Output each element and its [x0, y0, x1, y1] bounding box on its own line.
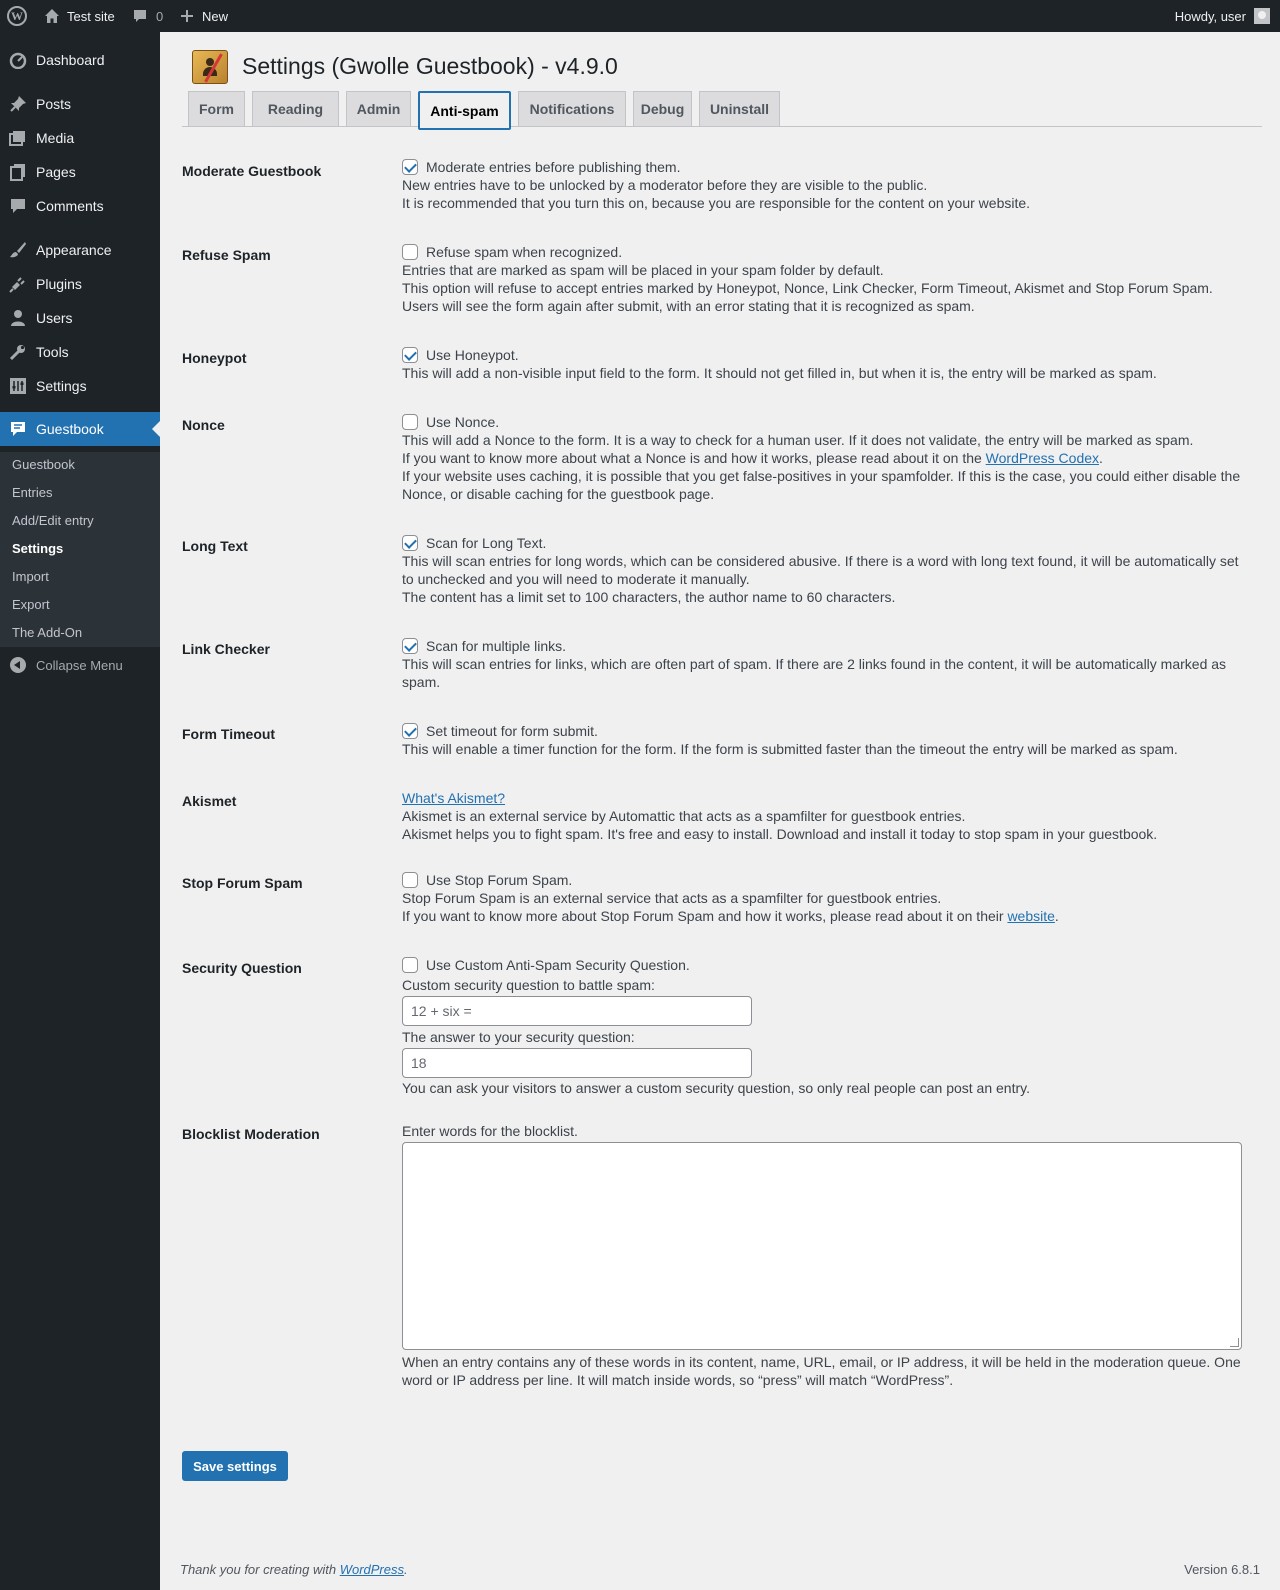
description: If your website uses caching, it is possible that you get false-positives in your spamfolder. If this is the case, you could either disable the Nonce, or disable caching for the guestbook page.	[402, 468, 1241, 502]
security-question-checkbox-line[interactable]	[402, 956, 1250, 974]
menu-users-label: Users	[36, 310, 73, 326]
menu-plugins-label: Plugins	[36, 276, 82, 292]
new-label: New	[202, 8, 229, 24]
comments-link[interactable]	[132, 0, 163, 32]
guestbook-submenu	[0, 452, 160, 647]
wordpress-codex-link[interactable]: WordPress Codex	[985, 450, 1100, 466]
main-content	[160, 32, 1280, 1590]
description: New entries have to be unlocked by a moderator before they are visible to the public.	[402, 177, 928, 193]
menu-media[interactable]	[0, 121, 160, 155]
my-account[interactable]	[1175, 0, 1270, 32]
setting-label: Honeypot	[182, 350, 247, 366]
description: Users will see the form again after submit, with an error stating that it is recognized as spam.	[402, 298, 975, 314]
menu-pages[interactable]	[0, 155, 160, 189]
description: When an entry contains any of these words in its content, name, URL, email, or IP address, it will be held in the moderation queue. One word or IP address per line. It will match inside words, so “press” will match “WordPress”.	[402, 1354, 1241, 1388]
menu-guestbook[interactable]	[0, 412, 160, 446]
setting-label: Akismet	[182, 793, 237, 809]
setting-label: Nonce	[182, 417, 225, 433]
option-label: Use Stop Forum Spam.	[426, 872, 573, 888]
tab-admin[interactable]: Admin	[346, 91, 411, 127]
setting-label: Refuse Spam	[182, 247, 271, 263]
menu-posts-label: Posts	[36, 96, 72, 112]
setting-label: Long Text	[182, 538, 248, 554]
honeypot-checkbox[interactable]	[402, 347, 418, 363]
description: This will scan entries for links, which are often part of spam. If there are 2 links found in the content, it will be automatically marked as spam.	[402, 656, 1227, 690]
page-title: Settings (Gwolle Guestbook) - v4.9.0	[242, 52, 618, 79]
menu-appearance-label: Appearance	[36, 242, 112, 258]
tab-uninstall[interactable]: Uninstall	[699, 91, 780, 127]
honeypot-checkbox-line[interactable]	[402, 346, 1250, 364]
link-checker-checkbox-line[interactable]	[402, 637, 1250, 655]
setting-label: Security Question	[182, 960, 302, 976]
tab-debug[interactable]: Debug	[633, 91, 692, 127]
security-question-checkbox[interactable]	[402, 957, 418, 973]
submenu-the-add-on[interactable]: The Add-On	[12, 625, 83, 640]
submenu-guestbook[interactable]: Guestbook	[12, 457, 75, 472]
admin-menu	[0, 32, 160, 1590]
option-label: Refuse spam when recognized.	[426, 244, 623, 260]
refuse-spam-checkbox[interactable]	[402, 244, 418, 260]
description: If you want to know more about Stop Forum Spam and how it works, please read about it on their website.	[402, 908, 1059, 924]
description: If you want to know more about what a Nonce is and how it works, please read about it on the WordPress Codex.	[402, 450, 1103, 466]
form-timeout-checkbox[interactable]	[402, 723, 418, 739]
setting-label: Link Checker	[182, 641, 270, 657]
menu-settings-label: Settings	[36, 378, 87, 394]
menu-plugins[interactable]	[0, 267, 160, 301]
guestbook-book-icon	[190, 46, 234, 86]
description: The content has a limit set to 100 characters, the author name to 60 characters.	[402, 589, 896, 605]
menu-pages-label: Pages	[36, 164, 76, 180]
submenu-export[interactable]: Export	[12, 597, 50, 612]
submenu-add-edit-entry[interactable]: Add/Edit entry	[12, 513, 94, 528]
user-icon	[0, 309, 36, 327]
answer-field-label: The answer to your security question:	[402, 1029, 635, 1045]
settings-tabs	[182, 91, 1262, 127]
option-label: Moderate entries before publishing them.	[426, 159, 681, 175]
settings-sliders-icon	[0, 377, 36, 395]
link-checker-checkbox[interactable]	[402, 638, 418, 654]
pages-icon	[0, 163, 36, 181]
menu-posts[interactable]	[0, 87, 160, 121]
description: This option will refuse to accept entries marked by Honeypot, Nonce, Link Checker, Form Timeout, Akismet and Stop Forum Spam.	[402, 280, 1213, 296]
refuse-spam-checkbox-line[interactable]	[402, 243, 1250, 261]
setting-label: Moderate Guestbook	[182, 163, 322, 179]
option-label: Scan for multiple links.	[426, 638, 567, 654]
security-answer-input[interactable]: 18	[402, 1048, 752, 1078]
option-label: Use Honeypot.	[426, 347, 519, 363]
avatar	[1254, 8, 1270, 24]
collapse-menu-label: Collapse Menu	[36, 657, 123, 673]
admin-bar	[0, 0, 1280, 32]
long-text-checkbox[interactable]	[402, 535, 418, 551]
description: This will add a Nonce to the form. It is a way to check for a human user. If it does not validate, the entry will be marked as spam.	[402, 432, 1194, 448]
home-icon	[44, 8, 60, 24]
collapse-arrow-icon	[10, 657, 26, 673]
menu-tools-label: Tools	[36, 344, 69, 360]
menu-settings[interactable]	[0, 369, 160, 403]
submenu-entries[interactable]: Entries	[12, 485, 53, 500]
paintbrush-icon	[0, 241, 36, 259]
setting-label: Stop Forum Spam	[182, 875, 303, 891]
new-content-link[interactable]	[180, 0, 228, 32]
security-question-input[interactable]: 12 + six =	[402, 996, 752, 1026]
menu-guestbook-label: Guestbook	[36, 421, 104, 437]
option-label: Scan for Long Text.	[426, 535, 547, 551]
description: This will add a non-visible input field to the form. It should not get filled in, but when it is, the entry will be marked as spam.	[402, 365, 1157, 381]
save-settings-button[interactable]: Save settings	[182, 1451, 288, 1481]
option-label: Use Nonce.	[426, 414, 500, 430]
description: You can ask your visitors to answer a custom security question, so only real people can post an entry.	[402, 1080, 1030, 1096]
menu-users[interactable]	[0, 301, 160, 335]
menu-comments-label: Comments	[36, 198, 104, 214]
tab-form[interactable]: Form	[188, 91, 245, 127]
submenu-settings[interactable]: Settings	[12, 541, 64, 556]
menu-dashboard[interactable]	[0, 43, 160, 77]
site-name: Test site	[67, 8, 115, 24]
form-timeout-checkbox-line[interactable]	[402, 722, 1250, 740]
description: This will enable a timer function for the form. If the form is submitted faster than the timeout the entry will be marked as spam.	[402, 741, 1178, 757]
footer-thanks: Thank you for creating with WordPress.	[180, 1562, 408, 1577]
menu-tools[interactable]	[0, 335, 160, 369]
description: Akismet is an external service by Automattic that acts as a spamfilter for guestbook entries.	[402, 808, 966, 824]
tab-anti-spam[interactable]: Anti-spam	[418, 91, 511, 130]
howdy-text: Howdy, user	[1174, 8, 1246, 24]
wrench-icon	[0, 343, 36, 361]
option-label: Set timeout for form submit.	[426, 723, 598, 739]
description: Akismet helps you to fight spam. It's free and easy to install. Download and install it today to stop spam in your guestbook.	[402, 826, 1158, 842]
option-label: Use Custom Anti-Spam Security Question.	[426, 957, 690, 973]
description: This will scan entries for long words, which can be considered abusive. If there is a word with long text found, it will be automatically set to unchecked and you will need to moderate it manually.	[402, 553, 1239, 587]
site-name-link[interactable]	[44, 0, 115, 32]
tab-reading[interactable]: Reading	[252, 91, 339, 127]
media-icon	[0, 129, 36, 147]
nonce-checkbox-line[interactable]	[402, 413, 1250, 431]
stop-forum-spam-website-link[interactable]: website	[1007, 908, 1055, 924]
description: Stop Forum Spam is an external service that acts as a spamfilter for guestbook entries.	[402, 890, 942, 906]
wordpress-link[interactable]: WordPress	[339, 1562, 404, 1577]
setting-label: Form Timeout	[182, 726, 276, 742]
setting-label: Blocklist Moderation	[182, 1126, 320, 1142]
comment-bubble-icon	[132, 8, 148, 24]
moderate-checkbox-line[interactable]	[402, 158, 1250, 176]
menu-media-label: Media	[36, 130, 75, 146]
description: It is recommended that you turn this on, because you are responsible for the content on your website.	[402, 195, 1031, 211]
blocklist-textarea[interactable]	[402, 1142, 1242, 1350]
menu-appearance[interactable]	[0, 233, 160, 267]
submenu-import[interactable]: Import	[12, 569, 49, 584]
guestbook-icon	[0, 420, 36, 438]
stop-forum-spam-checkbox-line[interactable]	[402, 871, 1250, 889]
page-header	[190, 46, 618, 86]
question-field-label: Custom security question to battle spam:	[402, 977, 655, 993]
tab-notifications[interactable]: Notifications	[518, 91, 626, 127]
plus-icon	[180, 9, 194, 23]
moderate-checkbox[interactable]	[402, 159, 418, 175]
collapse-menu-button[interactable]	[0, 648, 160, 682]
wordpress-logo-icon[interactable]: W	[7, 0, 27, 32]
pushpin-icon	[0, 95, 36, 113]
stop-forum-spam-checkbox[interactable]	[402, 872, 418, 888]
plugin-icon	[0, 275, 36, 293]
description: Entries that are marked as spam will be placed in your spam folder by default.	[402, 262, 884, 278]
menu-comments[interactable]	[0, 189, 160, 223]
dashboard-icon	[0, 51, 36, 69]
footer-version: Version 6.8.1	[1184, 1562, 1260, 1577]
menu-dashboard-label: Dashboard	[36, 52, 105, 68]
long-text-checkbox-line[interactable]	[402, 534, 1250, 552]
blocklist-intro: Enter words for the blocklist.	[402, 1123, 578, 1139]
nonce-checkbox[interactable]	[402, 414, 418, 430]
comments-icon	[0, 197, 36, 215]
comments-count: 0	[156, 8, 164, 24]
whats-akismet-link[interactable]: What's Akismet?	[402, 790, 506, 806]
